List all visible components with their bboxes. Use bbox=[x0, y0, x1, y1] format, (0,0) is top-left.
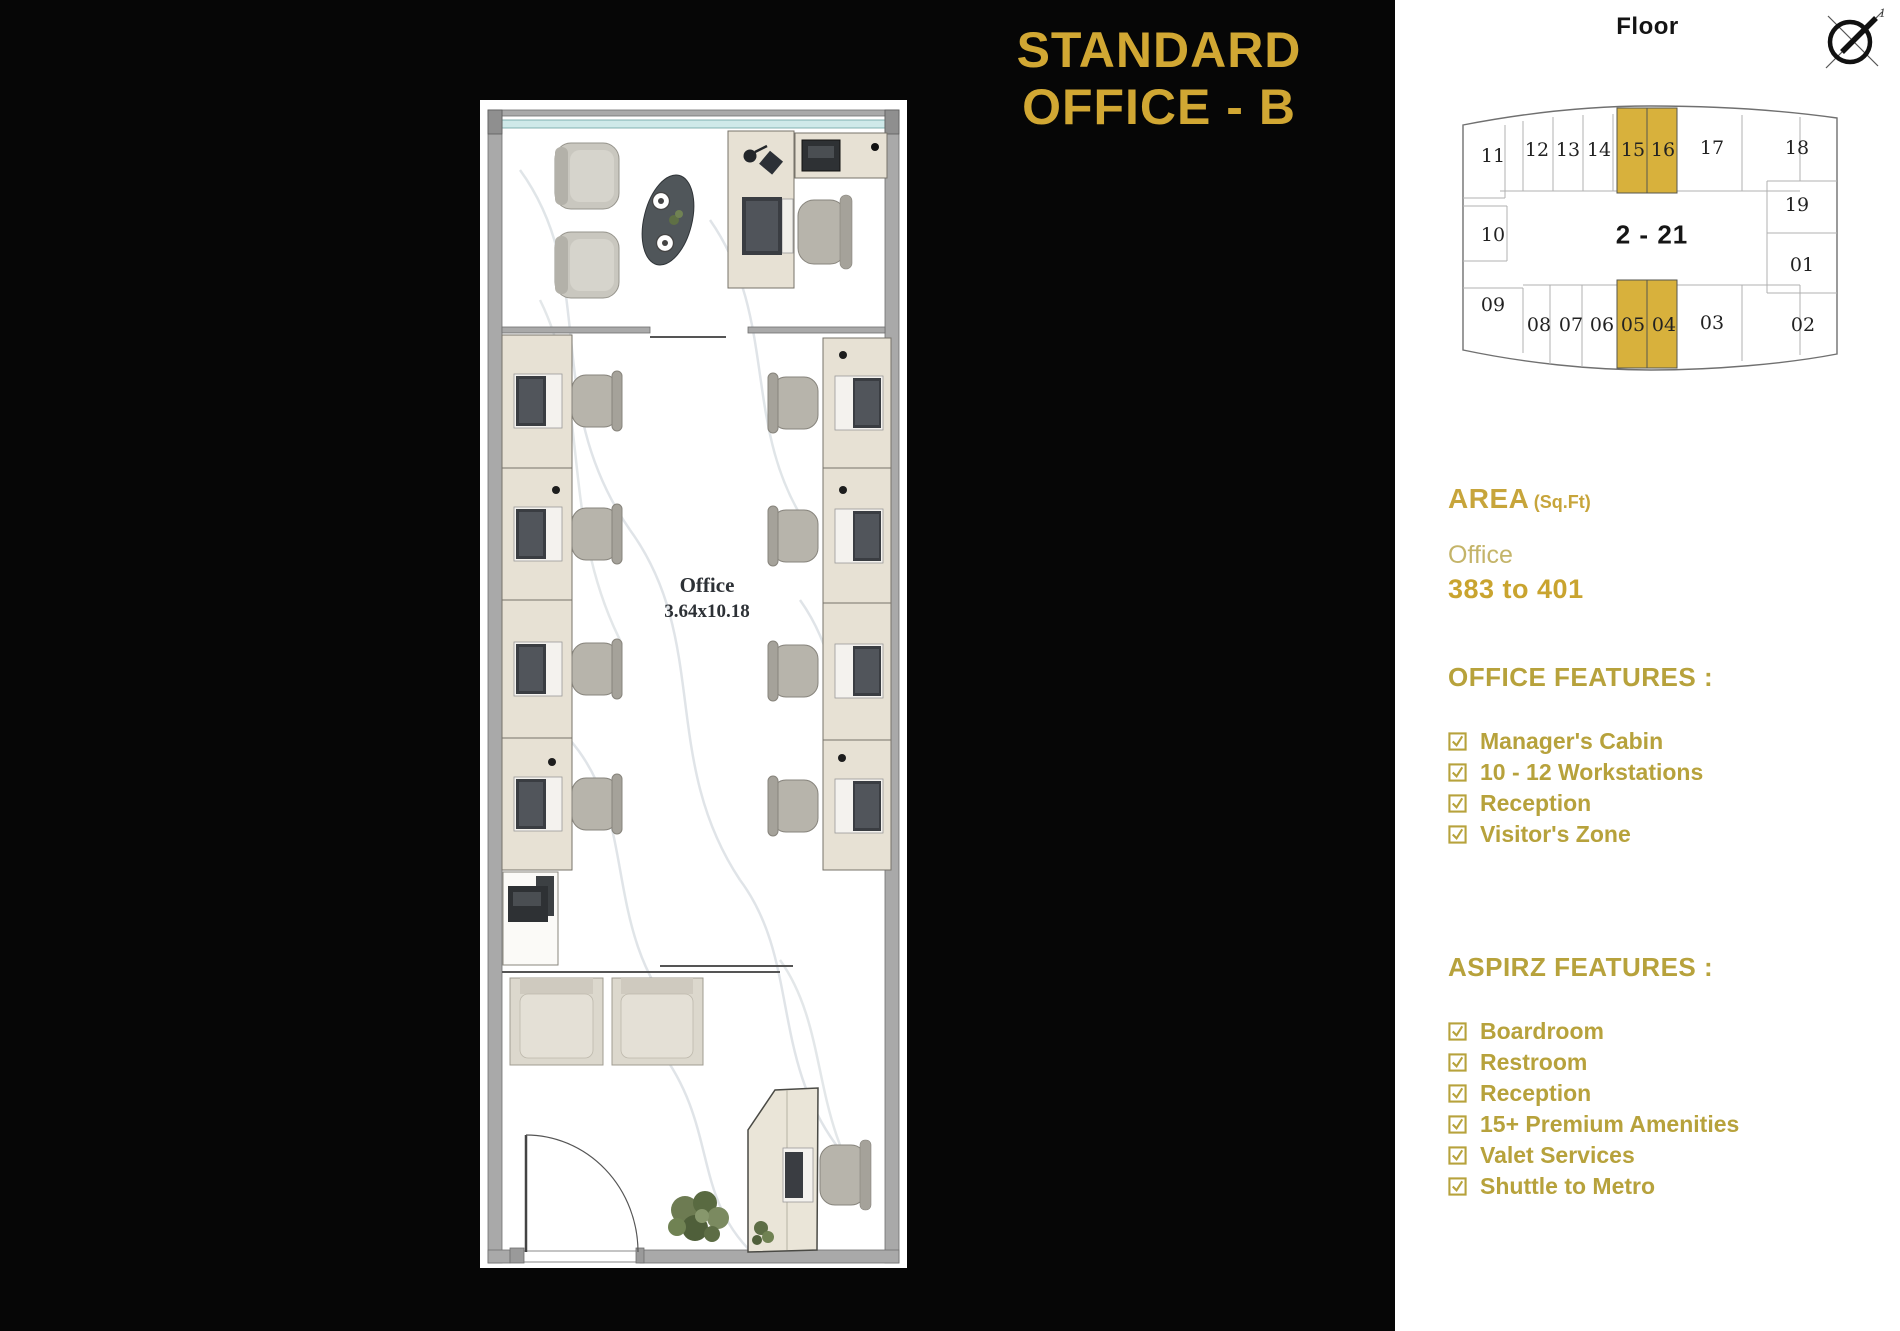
area-value-range: 383 to 401 bbox=[1448, 574, 1584, 604]
feature-item bbox=[1448, 1171, 1739, 1202]
aspirz-features-heading: ASPIRZ FEATURES : bbox=[1448, 952, 1714, 982]
feature-item bbox=[1448, 1140, 1739, 1171]
page-title bbox=[959, 22, 1359, 136]
unit-label: 18 bbox=[1784, 137, 1810, 159]
feature-label: 15+ Premium Amenities bbox=[1480, 1111, 1740, 1137]
area-type-label: Office bbox=[1448, 541, 1513, 569]
unit-label: 14 bbox=[1586, 139, 1612, 161]
unit-label-highlighted: 04 bbox=[1651, 314, 1677, 336]
unit-label: 11 bbox=[1480, 145, 1506, 167]
floor-plan-drawing bbox=[480, 100, 907, 1268]
feature-label: Shuttle to Metro bbox=[1480, 1173, 1656, 1199]
svg-text:1: 1 bbox=[1879, 5, 1886, 20]
feature-label: Reception bbox=[1480, 1080, 1592, 1106]
area-heading: AREA bbox=[1448, 483, 1530, 514]
feature-item bbox=[1448, 819, 1713, 850]
feature-item bbox=[1448, 757, 1713, 788]
unit-label-highlighted: 05 bbox=[1620, 314, 1646, 336]
room-label: Office bbox=[679, 573, 735, 597]
feature-label: Visitor's Zone bbox=[1480, 821, 1631, 847]
feature-label: Valet Services bbox=[1480, 1142, 1635, 1168]
unit-label: 13 bbox=[1555, 139, 1581, 161]
checkbox-icon bbox=[1448, 1146, 1467, 1165]
checkbox-icon bbox=[1448, 794, 1467, 813]
feature-label: Reception bbox=[1480, 790, 1592, 816]
floor-plan bbox=[480, 100, 907, 1268]
room-dimensions: 3.64x10.18 bbox=[664, 601, 750, 622]
unit-label: 09 bbox=[1480, 294, 1506, 316]
unit-label: 07 bbox=[1558, 314, 1584, 336]
floor-range-label: 2 - 21 bbox=[1615, 219, 1689, 250]
unit-label: 06 bbox=[1589, 314, 1615, 336]
north-arrow-compass-icon bbox=[1818, 4, 1892, 78]
checkbox-icon bbox=[1448, 1177, 1467, 1196]
unit-label: 10 bbox=[1480, 224, 1506, 246]
unit-label: 08 bbox=[1526, 314, 1552, 336]
feature-label: Boardroom bbox=[1480, 1018, 1604, 1044]
glass-window bbox=[502, 120, 885, 128]
unit-label-highlighted: 15 bbox=[1620, 139, 1646, 161]
checkbox-icon bbox=[1448, 763, 1467, 782]
unit-label: 03 bbox=[1699, 312, 1725, 334]
checkbox-icon bbox=[1448, 1022, 1467, 1041]
unit-label: 19 bbox=[1784, 194, 1810, 216]
feature-label: 10 - 12 Workstations bbox=[1480, 759, 1704, 785]
checkbox-icon bbox=[1448, 1053, 1467, 1072]
unit-label: 12 bbox=[1524, 139, 1550, 161]
feature-item bbox=[1448, 1016, 1739, 1047]
checkbox-icon bbox=[1448, 1115, 1467, 1134]
manager-chair bbox=[798, 195, 852, 269]
checkbox-icon bbox=[1448, 732, 1467, 751]
printer-side-table bbox=[795, 133, 887, 178]
page-title-line1: STANDARD bbox=[1016, 22, 1302, 78]
unit-label: 17 bbox=[1699, 137, 1725, 159]
area-section bbox=[1448, 483, 1591, 605]
page-title-line2: OFFICE - B bbox=[1022, 79, 1296, 135]
area-unit-suffix: (Sq.Ft) bbox=[1533, 492, 1591, 512]
reception-chair bbox=[820, 1140, 871, 1210]
manager-desk bbox=[728, 131, 794, 288]
checkbox-icon bbox=[1448, 1084, 1467, 1103]
office-features-heading: OFFICE FEATURES : bbox=[1448, 662, 1714, 692]
feature-item bbox=[1448, 788, 1713, 819]
unit-label: 02 bbox=[1790, 314, 1816, 336]
office-features-section bbox=[1448, 662, 1713, 850]
aspirz-features-section bbox=[1448, 952, 1739, 1202]
floor-heading: Floor bbox=[1616, 13, 1679, 40]
key-plan bbox=[1455, 103, 1845, 373]
unit-label-highlighted: 16 bbox=[1650, 139, 1676, 161]
feature-label: Restroom bbox=[1480, 1049, 1588, 1075]
feature-item bbox=[1448, 1047, 1739, 1078]
feature-label: Manager's Cabin bbox=[1480, 728, 1664, 754]
feature-item bbox=[1448, 1078, 1739, 1109]
printer-cabinet bbox=[503, 872, 558, 965]
feature-item bbox=[1448, 1109, 1739, 1140]
feature-item bbox=[1448, 726, 1713, 757]
unit-label: 01 bbox=[1789, 254, 1815, 276]
checkbox-icon bbox=[1448, 825, 1467, 844]
